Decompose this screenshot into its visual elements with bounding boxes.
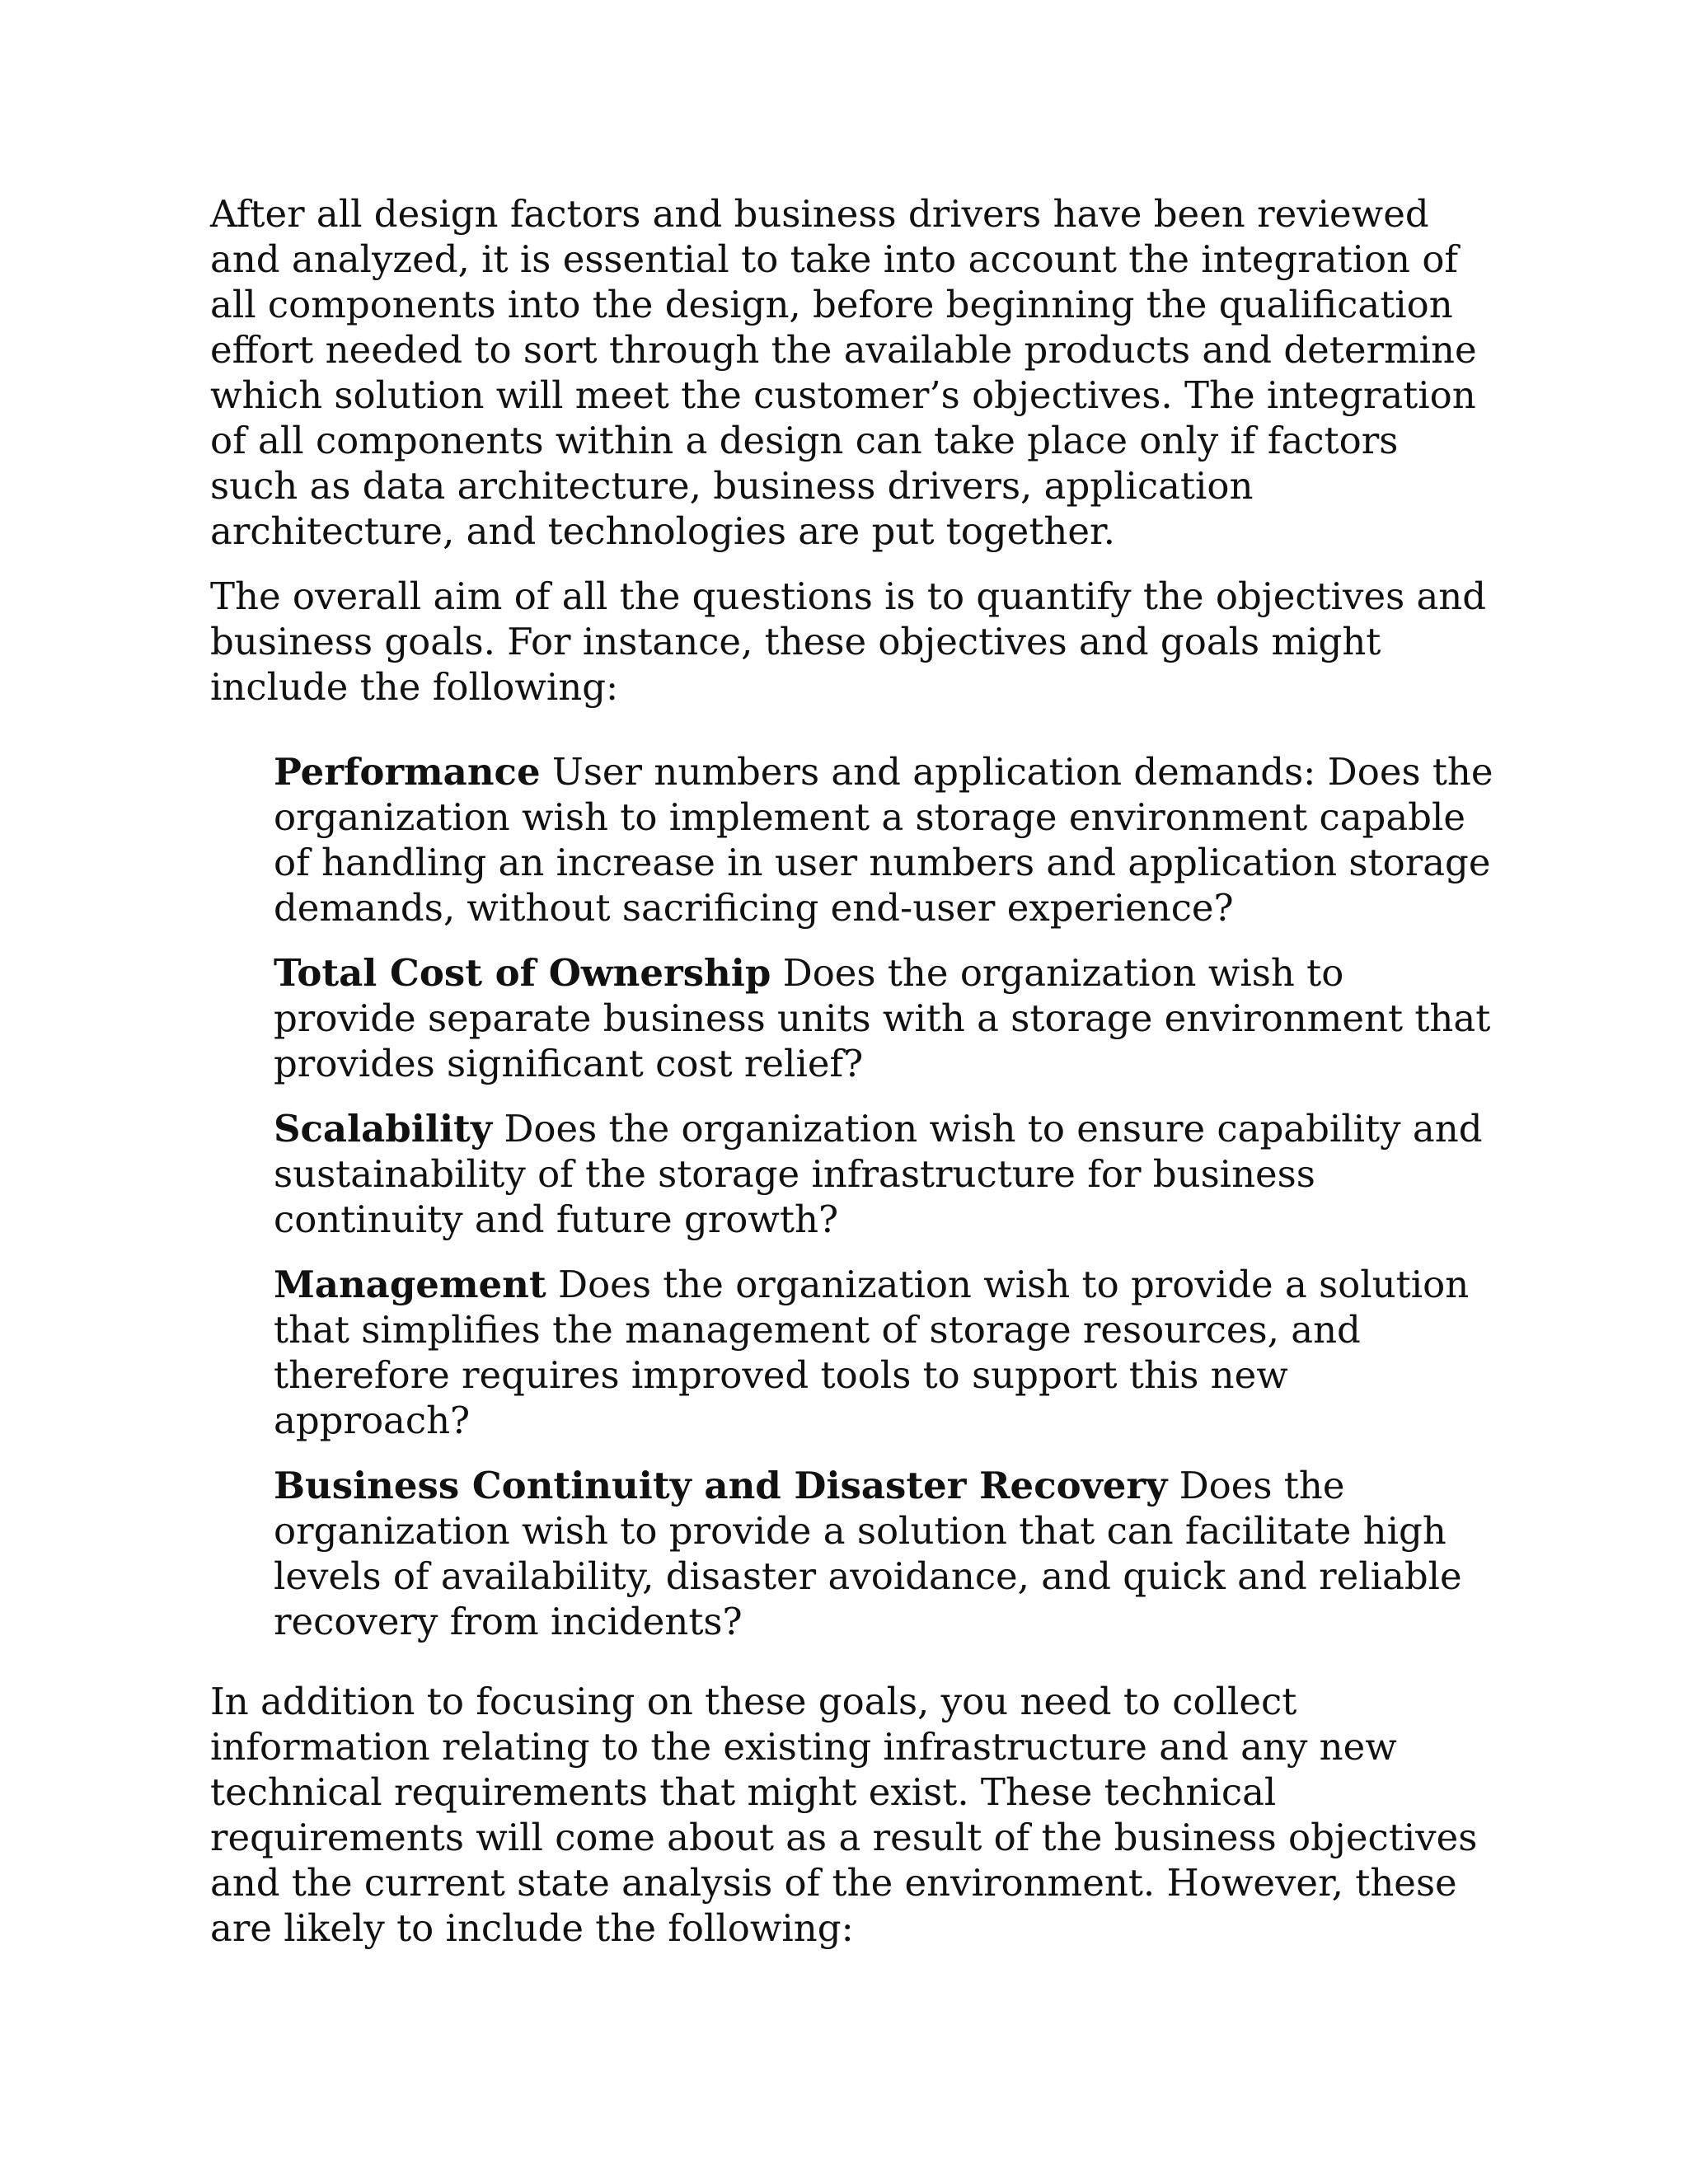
goal-term: Performance <box>274 750 541 794</box>
goal-term: Business Continuity and Disaster Recovery <box>274 1464 1168 1507</box>
goals-list <box>210 749 1496 1644</box>
closing-paragraph: In addition to focusing on these goals, you need to collect information relating to the existing infrastructure and any new technical requirements that might exist. These technical requirements will come about as a result of the business objectives and the current state analysis of the environment. However, these are likely to include the following: <box>210 1680 1478 1950</box>
intro-paragraph: After all design factors and business drivers have been reviewed and analyzed, it is essential to take into account the integration of all components into the design, before beginning the qualification effort needed to sort through the available products and determine which solution will meet the customer’s objectives. The integration of all components within a design can take place only if factors such as data architecture, business drivers, application architecture, and technologies are put together. <box>210 192 1477 553</box>
goal-term: Scalability <box>274 1107 492 1151</box>
aim-paragraph: The overall aim of all the questions is to quantify the objectives and business goals. For instance, these objectives and goals might include the following: <box>210 574 1487 709</box>
document-page <box>210 191 1496 1971</box>
goal-description: Does the organization wish to provide a solution that can facilitate high levels of availability, disaster avoidance, and quick and reliable recovery from incidents? <box>274 1464 1462 1643</box>
goal-item-business-continuity <box>274 1463 1496 1644</box>
goal-item-management <box>274 1262 1496 1443</box>
goal-description: Does the organization wish to provide a solution that simplifies the management of storage resources, and therefore requires improved tools to support this new approach? <box>274 1263 1470 1442</box>
goal-term: Management <box>274 1263 546 1306</box>
goal-term: Total Cost of Ownership <box>274 951 771 995</box>
goal-item-scalability <box>274 1106 1496 1242</box>
goal-item-total-cost-of-ownership <box>274 950 1496 1086</box>
goal-item-performance <box>274 749 1496 930</box>
goal-description: Does the organization wish to provide separate business units with a storage environment that provides significant cost relief? <box>274 951 1491 1085</box>
goal-description: Does the organization wish to ensure capability and sustainability of the storage infrastructure for business continuity and future growth? <box>274 1107 1483 1241</box>
goal-description: User numbers and application demands: Does the organization wish to implement a storage environment capable of handling an increase in user numbers and application storage demands, without sacrificing end-user experience? <box>274 750 1493 930</box>
